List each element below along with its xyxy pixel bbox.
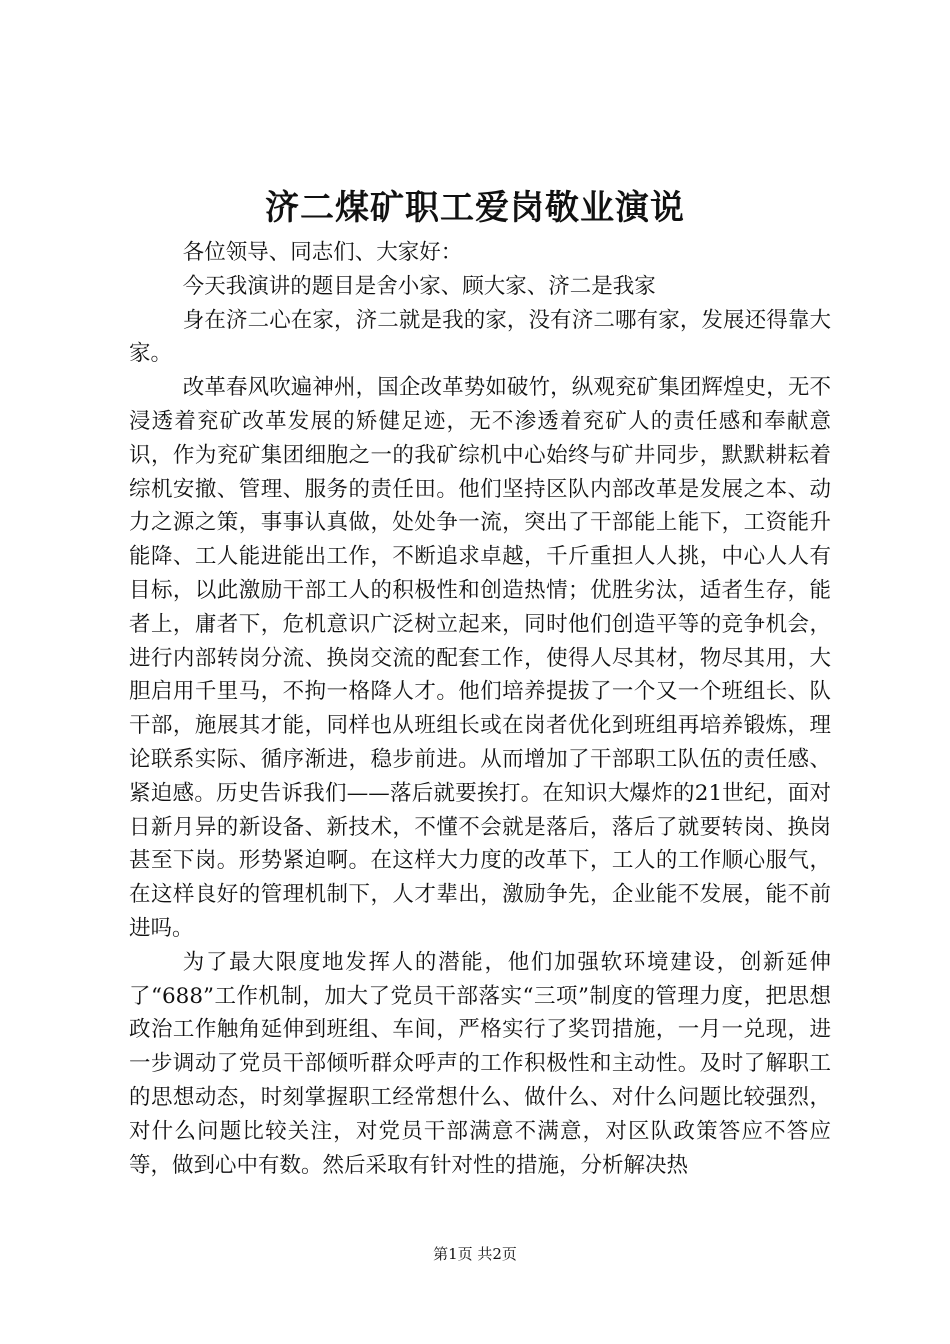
paragraph-potential: 为了最大限度地发挥人的潜能，他们加强软环境建设，创新延伸了“688”工作机制，加大了党员干部落实“三项”制度的管理力度，把思想政治工作触角延伸到班组、车间，严格实行了奖罚措施，一月一兑现，进一步调动了党员干部倾听群众呼声的工作积极性和主动性。及时了解职工的思想动态，时刻掌握职工经常想什么、做什么、对什么问题比较强烈，对什么问题比较关注，对党员干部满意不满意，对区队政策答应不答应等，做到心中有数。然后采取有针对性的措施，分析解决热 [129,949,831,1178]
paragraph-greeting: 各位领导、同志们、大家好： [182,240,463,265]
paragraph-topic: 今天我演讲的题目是舍小家、顾大家、济二是我家 [182,273,656,299]
document-title: 济二煤矿职工爱岗敬业演说 [265,188,685,228]
paragraph-intro: 身在济二心在家，济二就是我的家，没有济二哪有家，发展还得靠大家。 [129,307,831,367]
page-number-footer: 第1页 共2页 [433,1245,517,1263]
paragraph-reform: 改革春风吹遍神州，国企改革势如破竹，纵观兖矿集团辉煌史，无不浸透着兖矿改革发展的矫健足迹，无不渗透着兖矿人的责任感和奉献意识，作为兖矿集团细胞之一的我矿综机中心始终与矿井同步，默默耕耘着综机安撤、管理、服务的责任田。他们坚持区队内部改革是发展之本、动力之源之策，事事认真做，处处争一流，突出了干部能上能下，工资能升能降、工人能进能出工作，不断追求卓越，千斤重担人人挑，中心人人有目标，以此激励干部工人的积极性和创造热情；优胜劣汰，适者生存，能者上，庸者下，危机意识广泛树立起来，同时他们创造平等的竞争机会，进行内部转岗分流、换岗交流的配套工作，使得人尽其材，物尽其用，大胆启用千里马，不拘一格降人才。他们培养提拔了一个又一个班组长、队干部，施展其才能，同样也从班组长或在岗者优化到班组再培养锻炼，理论联系实际、循序渐进，稳步前进。从而增加了干部职工队伍的责任感、紧迫感。历史告诉我们——落后就要挨打。在知识大爆炸的21世纪，面对日新月异的新设备、新技术，不懂不会就是落后，落后了就要转岗、换岗甚至下岗。形势紧迫啊。在这样大力度的改革下，工人的工作顺心服气，在这样良好的管理机制下，人才辈出，激励争先，企业能不发展，能不前进吗。 [129,375,831,941]
document-body [129,236,831,1182]
